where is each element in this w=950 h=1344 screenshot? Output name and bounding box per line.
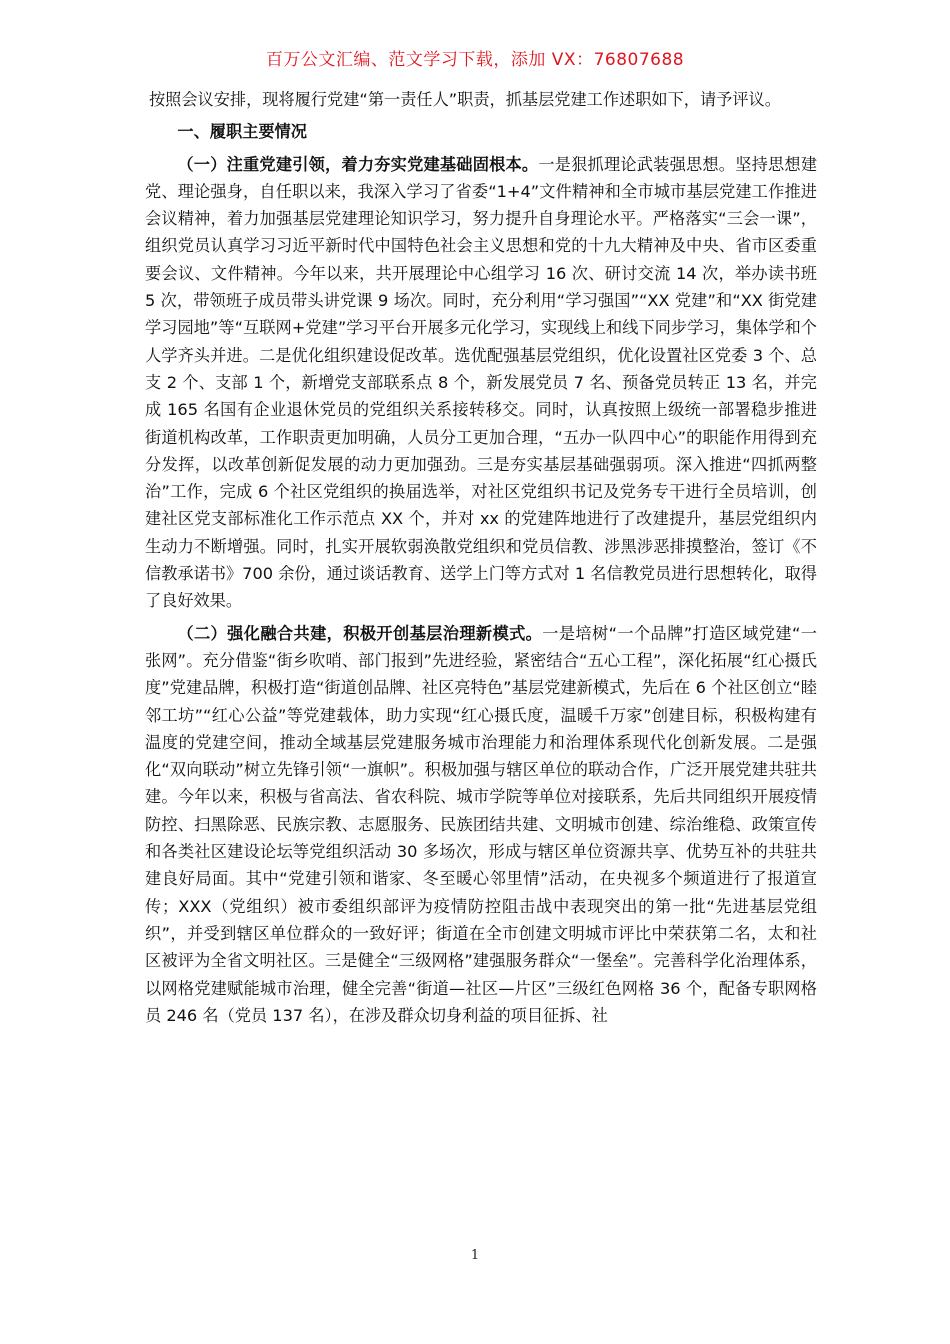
paragraph-2-lead: （二）强化融合共建，积极开创基层治理新模式。 xyxy=(177,623,543,643)
paragraph-2 xyxy=(145,620,817,1029)
intro-paragraph: 按照会议安排，现将履行党建“第一责任人”职责，抓基层党建工作述职如下，请予评议。 xyxy=(149,90,781,109)
section-heading: 一、履职主要情况 xyxy=(177,122,307,142)
document-body xyxy=(145,86,817,1034)
page-number: 1 xyxy=(470,1248,480,1263)
header-banner: 百万公文汇编、范文学习下载，添加 VX：76807688 xyxy=(265,50,685,70)
paragraph-1 xyxy=(145,151,817,615)
paragraph-1-lead: （一）注重党建引领，着力夯实党建基础固根本。 xyxy=(177,154,539,174)
paragraph-2-body: 一是培树“一个品牌”打造区域党建“一张网”。充分借鉴“街乡吹哨、部门报到”先进经验，紧密结合“五心工程”，深化拓展“红心摄氏度”党建品牌，积极打造“街道创品牌、社区亮特色”基层党建新模式，先后在 6 个社区创立“睦邻工坊”“红心公益”等党建载体，助力实现“红心摄氏度，温暖千万家”创建目标，积极构建有温度的党建空间，推动全域基层党建服务城市治理能力和治理体系现代化创新发展。二是强化“双向联动”树立先锋引领“一旗帜”。积极加强与辖区单位的联动合作，广泛开展党建共驻共建。今年以来，积极与省高法、省农科院、城市学院等单位对接联系，先后共同组织开展疫情防控、扫黑除恶、民族宗教、志愿服务、民族团结共建、文明城市创建、综治维稳、政策宣传和各类社区建设论坛等党组织活动 30 多场次，形成与辖区单位资源共享、优势互补的共驻共建良好局面。其中“党建引领和谐家、冬至暖心邻里情”活动，在央视多个频道进行了报道宣传；XXX（党组织）被市委组织部评为疫情防控阻击战中表现突出的第一批“先进基层党组织”，并受到辖区单位群众的一致好评；街道在全市创建文明城市评比中荣获第二名，太和社区被评为全省文明社区。三是健全“三级网格”建强服务群众“一堡垒”。完善科学化治理体系，以网格党建赋能城市治理，健全完善“街道—社区—片区”三级红色网格 36 个，配备专职网格员 246 名（党员 137 名），在涉及群众切身利益的项目征拆、社 xyxy=(145,623,817,1025)
paragraph-1-body: 一是狠抓理论武装强思想。坚持思想建党、理论强身，自任职以来，我深入学习了省委“1+4”文件精神和全市城市基层党建工作推进会议精神，着力加强基层党建理论知识学习，努力提升自身理论水平。严格落实“三会一课”，组织党员认真学习习近平新时代中国特色社会主义思想和党的十九大精神及中央、省市区委重要会议、文件精神。今年以来，共开展理论中心组学习 16 次、研讨交流 14 次，举办读书班 5 次，带领班子成员带头讲党课 9 场次。同时，充分利用“学习强国”“XX 党建”和“XX 街党建学习园地”等“互联网+党建”学习平台开展多元化学习，实现线上和线下同步学习，集体学和个人学齐头并进。二是优化组织建设促改革。选优配强基层党组织，优化设置社区党委 3 个、总支 2 个、支部 1 个，新增党支部联系点 8 个，新发展党员 7 名、预备党员转正 13 名，并完成 165 名国有企业退休党员的党组织关系接转移交。同时，认真按照上级统一部署稳步推进街道机构改革，工作职责更加明确，人员分工更加合理，“五办一队四中心”的职能作用得到充分发挥，以改革创新促发展的动力更加强劲。三是夯实基层基础强弱项。深入推进“四抓两整治”工作，完成 6 个社区党组织的换届选举，对社区党组织书记及党务专干进行全员培训，创建社区党支部标准化工作示范点 XX 个，并对 xx 的党建阵地进行了改建提升，基层党组织内生动力不断增强。同时，扎实开展软弱涣散党组织和党员信教、涉黑涉恶排摸整治，签订《不信教承诺书》700 余份，通过谈话教育、送学上门等方式对 1 名信教党员进行思想转化，取得了良好效果。 xyxy=(145,154,818,611)
